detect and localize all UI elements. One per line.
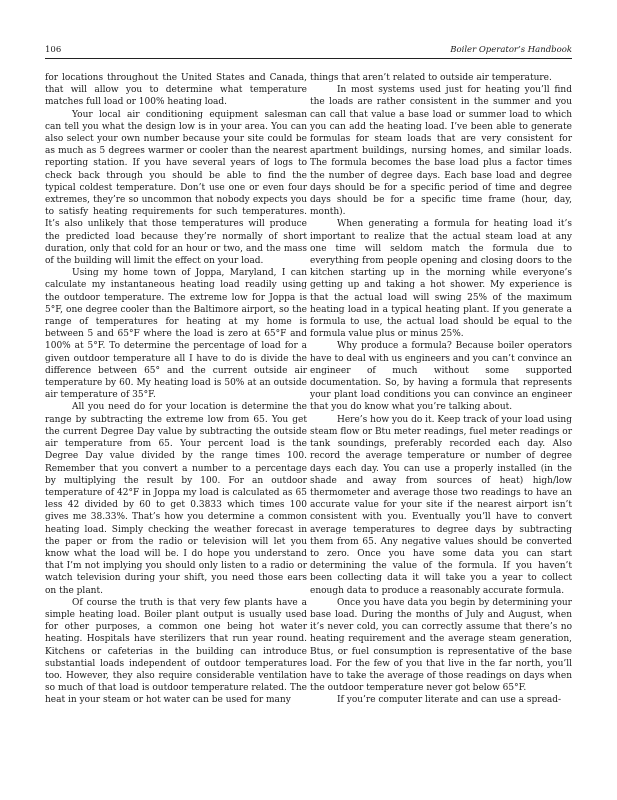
left-column: [45, 72, 307, 707]
paragraph: Your local air conditioning equipment salesman can tell you what the design low is in your area. You can also select your own number because your site could be as much as 5 degrees warmer or cooler than the nearest reporting station. If you have several years of logs to check back through you should be able to find the typical coldest temperature. Don’t use one or even four extremes, they’re so uncommon that nobody expects you to satisfy heating requirements for such temperatures. It’s also unlikely that those temperatures will produce the predicted load because they’re normally of short duration, only that cold for an hour or two, and the mass of the building will limit the effect on your load.: [45, 109, 307, 267]
book-title: Boiler Operator’s Handbook: [450, 45, 572, 55]
right-column: [310, 72, 572, 707]
paragraph: things that aren’t related to outside air temperature.: [310, 73, 552, 83]
paragraph: All you need do for your location is determine the range by subtracting the extreme low from 65. You get the current Degree Day value by subtracting the outside air temperature from 65. Your percent load is the Degree Day value divided by the range times 100. Remember that you convert a number to a percentage by multiplying the result by 100. For an outdoor temperature of 42°F in Joppa my load is calculated as 65 less 42 divided by 60 to get 0.3833 which times 100 gives me 38.33%. That’s how you determine a common heating load. Simply checking the weather forecast in the paper or from the radio or television will let you know what the load will be. I do hope you understand that I’m not implying you should only listen to a radio or watch television during your shift, you need those ears on the plant.: [45, 402, 307, 596]
paragraph: In most systems used just for heating you’ll find the loads are rather consistent in the summer and you can call that value a base load or summer load to which you can add the heating load. I’ve been able to generate formulas for steam loads that are very consistent for apartment buildings, nursing homes, and similar loads. The formula becomes the base load plus a factor times the number of degree days. Each base load and degree days should be for a specific period of time and degree days should be for a specific time frame (hour, day, month).: [310, 85, 572, 218]
paragraph: for locations throughout the United States and Canada, that will allow you to determine what temperature matches full load or 100% heating load.: [45, 73, 307, 108]
paragraph: When generating a formula for heating load it’s important to realize that the actual steam load at any one time will seldom match the formula due to everything from people opening and closing doors to the kitchen starting up in the morning while everyone’s getting up and taking a hot shower. My experience is that the actual load will swing 25% of the maximum heating load in a typical heating plant. If you generate a formula to use, the actual load should be equal to the formula value plus or minus 25%.: [310, 219, 572, 340]
paragraph: Of course the truth is that very few plants have a simple heating load. Boiler plant output is usually used for other purposes, a common one being hot water heating. Hospitals have sterilizers that run year round. Kitchens or cafeterias in the building can introduce substantial loads independent of outdoor temperatures too. However, they also require considerable ventilation so much of that load is outdoor temperature related. The heat in your steam or hot water can be used for many: [45, 597, 307, 706]
paragraph: Using my home town of Joppa, Maryland, I can calculate my instantaneous heating load readily using the outdoor temperature. The extreme low for Joppa is 5°F, one degree cooler than the Baltimore airport, so the range of temperatures for heating at my home is between 5 and 65°F where the load is zero at 65°F and 100% at 5°F. To determine the percentage of load for a given outdoor temperature all I have to do is divide the difference between 65° and the current outside air temperature by 60. My heating load is 50% at an outside air temperature of 35°F.: [45, 268, 307, 401]
paragraph: Once you have data you begin by determining your base load. During the months of July and August, when it’s never cold, you can correctly assume that there’s no heating requirement and the average steam generation, Btus, or fuel consumption is representative of the base load. For the few of you that live in the far north, you’ll have to take the average of those readings on days when the outdoor temperature never got below 65°F.: [310, 597, 572, 694]
paragraph: Why produce a formula? Because boiler operators have to deal with us engineers and you can’t convince an engineer of much without some supported documentation. So, by having a formula that represents your plant load conditions you can convince an engineer that you do know what you’re talking about.: [310, 341, 572, 413]
paragraph: Here’s how you do it. Keep track of your load using steam flow or Btu meter readings, fuel meter readings or tank soundings, preferably recorded each day. Also record the average temperature or number of degree days each day. You can use a properly installed (in the shade and away from sources of heat) high/low thermometer and average those two readings to have an accurate value for your site if the nearest airport isn’t consistent with you. Eventually you’ll have to convert average temperatures to degree days by subtracting them from 65. Any negative values should be converted to zero. Once you have some data you can start determining the value of the formula. If you haven’t been collecting data it will take you a year to collect enough data to produce a reasonably accurate formula.: [310, 414, 572, 596]
running-header: [45, 44, 572, 59]
paragraph: If you’re computer literate and can use a spread-: [337, 695, 562, 706]
page-number: 106: [45, 45, 62, 55]
